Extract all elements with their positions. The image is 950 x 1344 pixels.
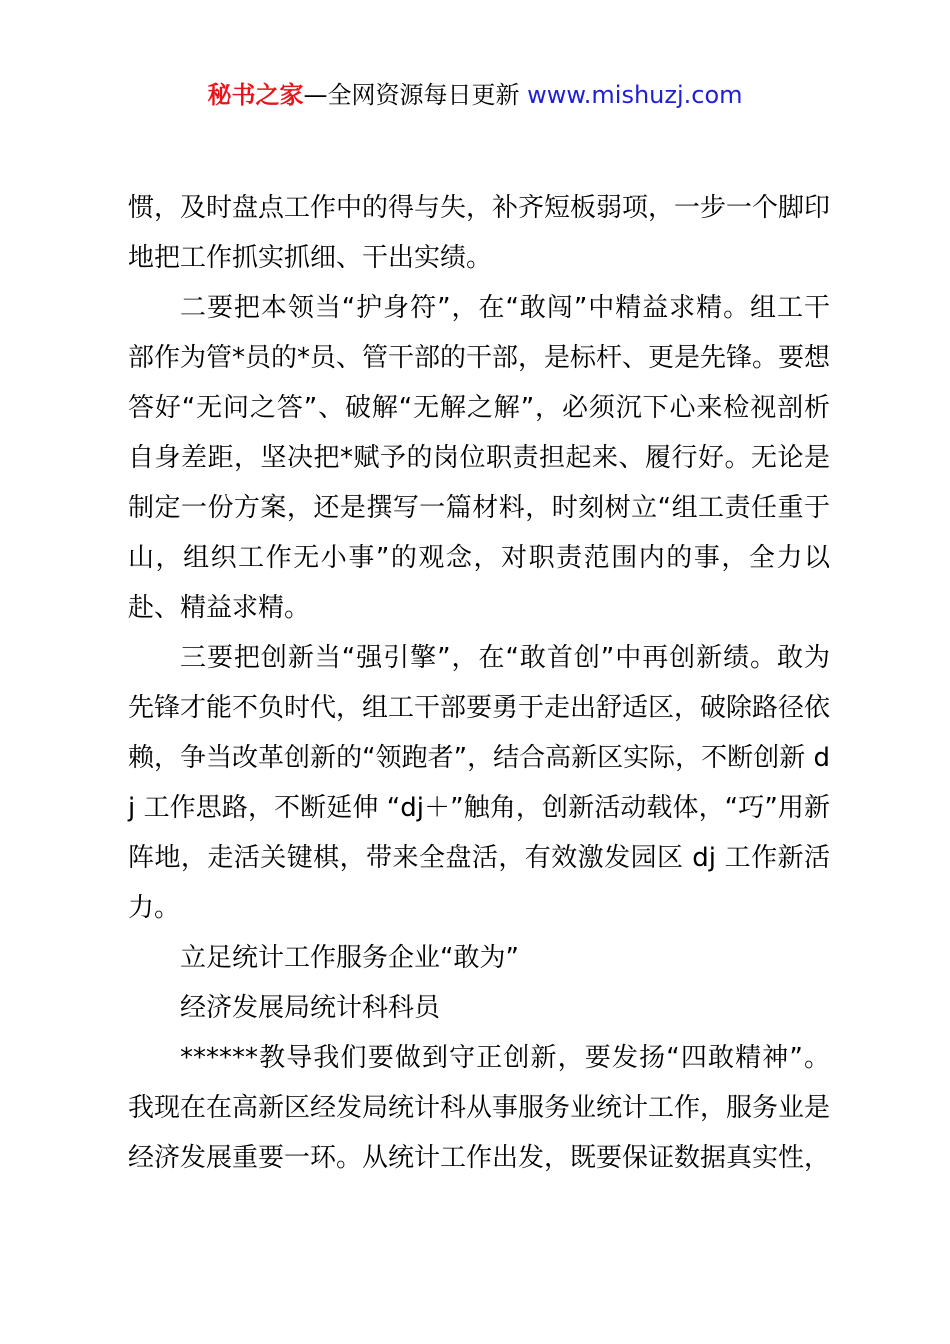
header-tagline: —全网资源每日更新 bbox=[303, 81, 528, 109]
article-title: 立足统计工作服务企业“敢为” bbox=[180, 943, 519, 973]
author-line: 经济发展局统计科科员 bbox=[180, 993, 441, 1023]
site-url-link[interactable]: www.mishuzj.com bbox=[527, 81, 743, 109]
paragraph-skill-section: 二要把本领当“护身符”，在“敢闯”中精益求精。组工干部作为管*员的*员、管干部的干部，是标杆、更是先锋。要想答好“无问之答”、破解“无解之解”，必须沉下心来检视剖析自身差距，坚决把*赋予的岗位职责担起来、履行好。无论是制定一份方案，还是撰写一篇材料，时刻树立“组工责任重于山，组织工作无小事”的观念，对职责范围内的事，全力以赴、精益求精。 bbox=[128, 293, 831, 623]
page-header bbox=[0, 78, 950, 112]
paragraph-statistics-intro: ******教导我们要做到守正创新，要发扬“四敢精神”。我现在在高新区经发局统计科从事服务业统计工作，服务业是经济发展重要一环。从统计工作出发，既要保证数据真实性， bbox=[128, 1043, 831, 1173]
paragraph-innovation-section: 三要把创新当“强引擎”，在“敢首创”中再创新绩。敢为先锋才能不负时代，组工干部要勇于走出舒适区，破除路径依赖，争当改革创新的“领跑者”，结合高新区实际，不断创新 dj 工作思路，不断延伸 “dj＋”触角，创新活动载体，“巧”用新阵地，走活关键棋，带来全盘活，有效激发园区 dj 工作新活力。 bbox=[128, 643, 831, 923]
paragraph-continuation: 惯，及时盘点工作中的得与失，补齐短板弱项，一步一个脚印地把工作抓实抓细、干出实绩。 bbox=[128, 193, 831, 273]
document-body bbox=[128, 183, 830, 1183]
brand-name: 秘书之家 bbox=[207, 81, 304, 109]
